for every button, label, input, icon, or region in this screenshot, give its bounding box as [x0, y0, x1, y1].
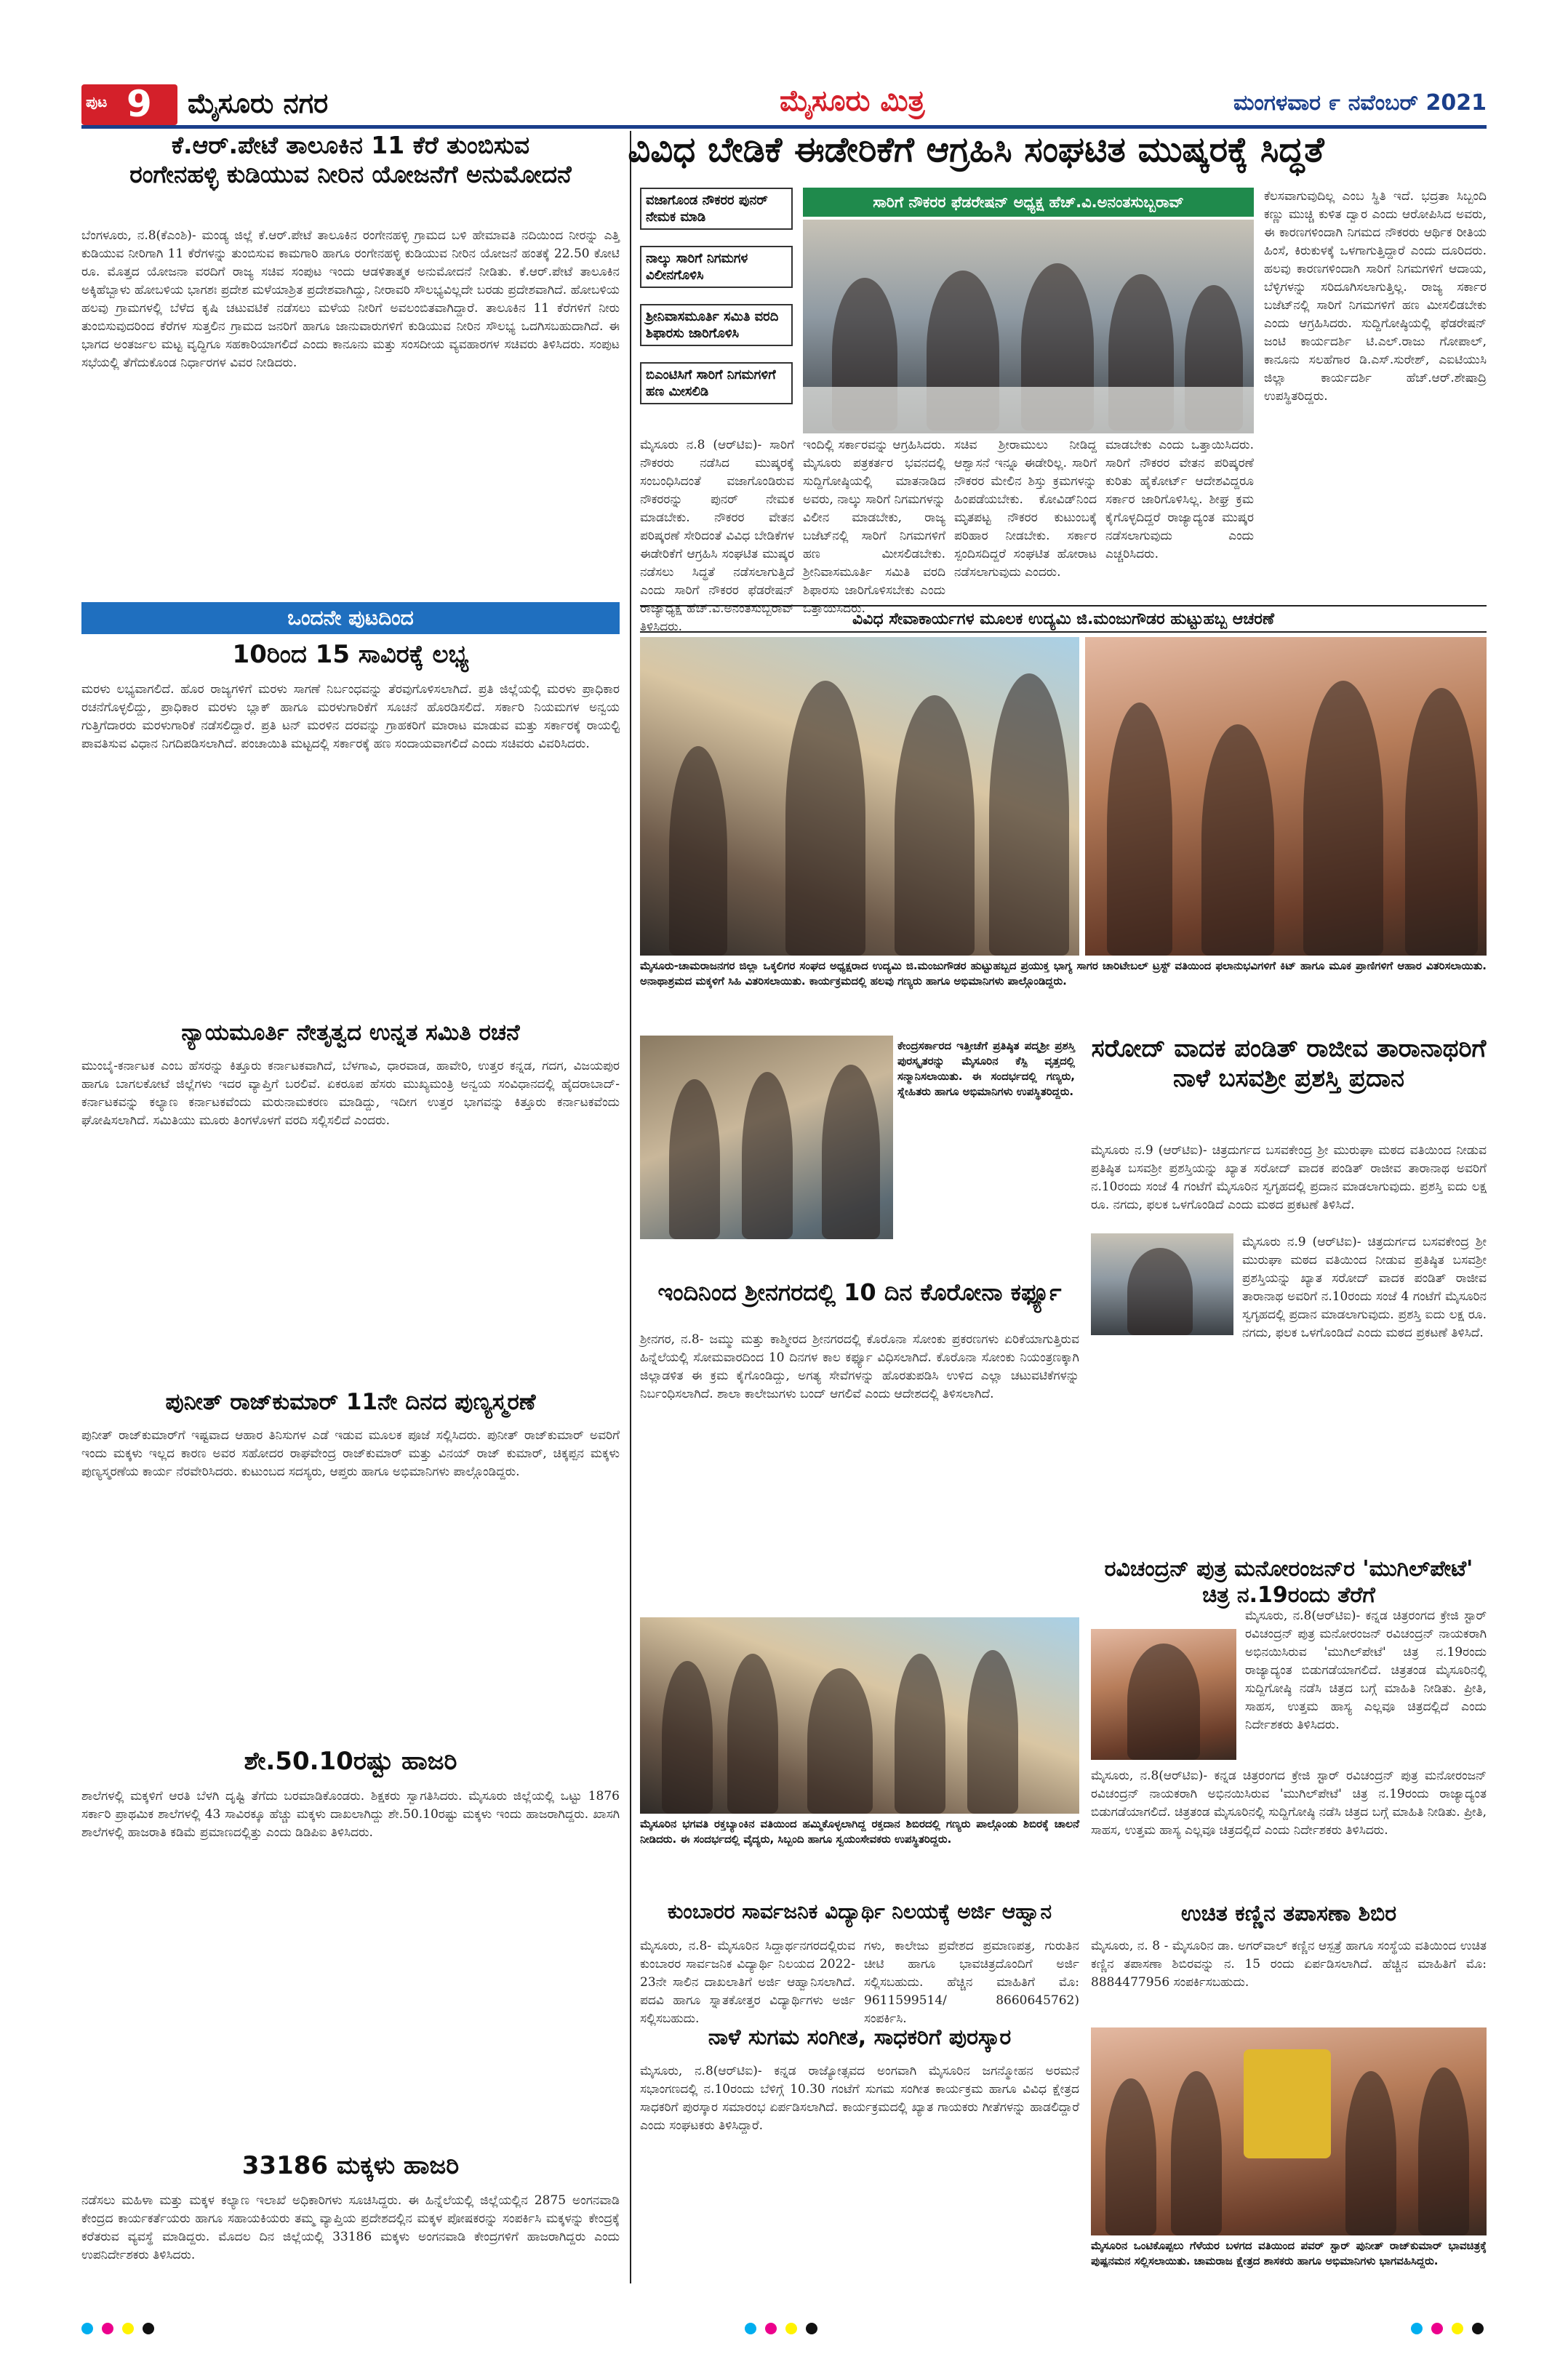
birthday-photo-right [1085, 637, 1487, 956]
music-headline: ನಾಳೆ ಸುಗಮ ಸಂಗೀತ, ಸಾಧಕರಿಗೆ ಪುರಸ್ಕಾರ [708, 2025, 1012, 2050]
hostel-body-b: ಗಳು, ಕಾಲೇಜು ಪ್ರವೇಶದ ಪ್ರಮಾಣಪತ್ರ, ಗುರುತಿನ ಚೀಟಿ ಹಾಗೂ ಭಾವಚಿತ್ರದೊಂದಿಗೆ ಅರ್ಜಿ ಸಲ್ಲಿಸಬಹುದು. ಹೆಚ್ಚಿನ ಮಾಹಿತಿಗೆ ಮೊ: 9611599514/ 8660645762) ಸಂಪರ್ಕಿಸಿ. [864, 1939, 1079, 2026]
birthday-caption: ಮೈಸೂರು-ಚಾಮರಾಜನಗರ ಜಿಲ್ಲಾ ಒಕ್ಕಲಿಗರ ಸಂಘದ ಅಧ್ಯಕ್ಷರಾದ ಉದ್ಯಮಿ ಜಿ.ಮಂಜುಗೌಡರ ಹುಟ್ಟುಹಬ್ಬದ ಪ್ರಯುಕ್ತ ಭಾಗ್ಯ ಸಾಗರ ಚಾರಿಟೇಬಲ್ ಟ್ರಸ್ಟ್ ವತಿಯಿಂದ ಫಲಾನುಭವಿಗಳಿಗೆ ಕಿಟ್ ಹಾಗೂ ಮೂಕ ಪ್ರಾಣಿಗಳಿಗೆ ಆಹಾರ ವಿತರಿಸಲಾಯಿತು. ಅನಾಥಾಶ್ರಮದ ಮಕ್ಕಳಿಗೆ ಸಿಹಿ ವಿತರಿಸಲಾಯಿತು. ಕಾರ್ಯಕ್ರಮದಲ್ಲಿ ಹಲವು ಗಣ್ಯರು ಹಾಗೂ ಅಭಿಮಾನಿಗಳು ಪಾಲ್ಗೊಂಡಿದ್ದರು. [640, 959, 1487, 988]
blood-camp-caption: ಮೈಸೂರಿನ ಭಗವತಿ ರಕ್ತಬ್ಯಾಂಕಿನ ವತಿಯಿಂದ ಹಮ್ಮಿಕೊಳ್ಳಲಾಗಿದ್ದ ರಕ್ತದಾನ ಶಿಬಿರದಲ್ಲಿ ಗಣ್ಯರು ಪಾಲ್ಗೊಂಡು ಶಿಬಿರಕ್ಕೆ ಚಾಲನೆ ನೀಡಿದರು. ಈ ಸಂದರ್ಭದಲ್ಲಿ ವೈದ್ಯರು, ಸಿಬ್ಬಂದಿ ಹಾಗೂ ಸ್ವಯಂಸೇವಕರು ಉಪಸ್ಥಿತರಿದ್ದರು. [640, 1817, 1079, 1846]
top-body-c: ಸಚಿವ ಶ್ರೀರಾಮುಲು ನೀಡಿದ್ದ ಆಶ್ವಾಸನೆ ಇನ್ನೂ ಈಡೇರಿಲ್ಲ. ಸಾರಿಗೆ ನೌಕರರ ಮೇಲಿನ ಶಿಸ್ತು ಕ್ರಮಗಳನ್ನು ಹಿಂಪಡೆಯಬೇಕು. ಕೋವಿಡ್‌ನಿಂದ ಮೃತಪಟ್ಟ ನೌಕರರ ಕುಟುಂಬಕ್ಕೆ ಪರಿಹಾರ ನೀಡಬೇಕು. ಸರ್ಕಾರ ಸ್ಪಂದಿಸದಿದ್ದರೆ ಸಂಘಟಿತ ಹೋರಾಟ ನಡೆಸಲಾಗುವುದು ಎಂದರು. [954, 438, 1097, 580]
film-actor-photo [1091, 1629, 1236, 1760]
story3-headline: ನ್ಯಾಯಮೂರ್ತಿ ನೇತೃತ್ವದ ಉನ್ನತ ಸಮಿತಿ ರಚನೆ [181, 1020, 520, 1046]
story6-headline: 33186 ಮಕ್ಕಳು ಹಾಜರಿ [241, 2151, 460, 2180]
top-body-right: ಕೆಲಸವಾಗುವುದಿಲ್ಲ ಎಂಬ ಸ್ಥಿತಿ ಇದೆ. ಭದ್ರತಾ ಸಿಬ್ಬಂದಿ ಕಣ್ಣು ಮುಚ್ಚಿ ಕುಳಿತ ದ್ವಾರ ಎಂದು ಆರೋಪಿಸಿದ ಅವರು, ಈ ಕಾರಣಗಳಿಂದಾಗಿ ನಿಗಮದ ನೌಕರರು ಆರ್ಥಿಕ ರೀತಿಯ ಹಿಂಸೆ, ಕಿರುಕುಳಕ್ಕೆ ಒಳಗಾಗುತ್ತಿದ್ದಾರೆ ಎಂದು ದೂರಿದರು. ಹಲವು ಕಾರಣಗಳಿಂದಾಗಿ ಸಾರಿಗೆ ನಿಗಮಗಳಿಗೆ ಆದಾಯ, ಬೆಳ್ಳಿಗಳನ್ನು ಸರಿದೂಗಿಸಲಾಗುತ್ತಿಲ್ಲ. ರಾಜ್ಯ ಸರ್ಕಾರ ಬಜೆಟ್‌ನಲ್ಲಿ ಸಾರಿಗೆ ನಿಗಮಗಳಿಗೆ ಹಣ ಮೀಸಲಿಡಬೇಕು ಎಂದು ಆಗ್ರಹಿಸಿದರು. ಸುದ್ದಿಗೋಷ್ಠಿಯಲ್ಲಿ ಫೆಡರೇಷನ್ ಜಂಟಿ ಕಾರ್ಯದರ್ಶಿ ಟಿ.ಎಲ್.ರಾಜು ಗೋಪಾಲ್, ಕಾನೂನು ಸಲಹೆಗಾರ ಡಿ.ಎಸ್.ಸುರೇಶ್, ಎಐಟಿಯುಸಿ ಜಿಲ್ಲಾ ಕಾರ್ಯದರ್ಶಿ ಹೆಚ್.ಆರ್.ಶೇಷಾದ್ರಿ ಉಪಸ್ಥಿತರಿದ್ದರು. [1264, 189, 1487, 404]
sarod-artist-photo [1091, 1233, 1233, 1335]
bullet-item: ನಾಲ್ಕು ಸಾರಿಗೆ ನಿಗಮಗಳ ವಿಲೀನಗೊಳಿಸಿ [640, 246, 793, 288]
sarod-body: ಮೈಸೂರು ನ.9 (ಆರ್‌ಟಿಐ)- ಚಿತ್ರದುರ್ಗದ ಬಸವಕೇಂದ್ರ ಶ್ರೀ ಮುರುಘಾ ಮಠದ ವತಿಯಿಂದ ನೀಡುವ ಪ್ರತಿಷ್ಠಿತ ಬಸವಶ್ರೀ ಪ್ರಶಸ್ತಿಯನ್ನು ಖ್ಯಾತ ಸರೋದ್ ವಾದಕ ಪಂಡಿತ್ ರಾಜೀವ ತಾರಾನಾಥ ಅವರಿಗೆ ನ.10ರಂದು ಸಂಜೆ 4 ಗಂಟೆಗೆ ಮೈಸೂರಿನ ಸ್ವಗೃಹದಲ್ಲಿ ಪ್ರದಾನ ಮಾಡಲಾಗುವುದು. ಪ್ರಶಸ್ತಿ ಐದು ಲಕ್ಷ ರೂ. ನಗದು, ಫಲಕ ಒಳಗೊಂಡಿದೆ ಎಂದು ಮಠದ ಪ್ರಕಟಣೆ ತಿಳಿಸಿದೆ. [1091, 1143, 1487, 1212]
story1-body: ಬೆಂಗಳೂರು, ನ.8(ಕೆಎಂಶಿ)- ಮಂಡ್ಯ ಜಿಲ್ಲೆ ಕೆ.ಆರ್.ಪೇಟೆ ತಾಲೂಕಿನ ರಂಗೇನಹಳ್ಳಿ ಗ್ರಾಮದ ಬಳಿ ಹೇಮಾವತಿ ನದಿಯಿಂದ ನೀರನ್ನು ಎತ್ತಿ ಕುಡಿಯುವ ನೀರಿಗಾಗಿ 11 ಕೆರೆಗಳನ್ನು ತುಂಬಿಸುವ ಕಾಮಗಾರಿ ಹಾಗೂ ರಂಗೇನಹಳ್ಳಿ ಕುಡಿಯುವ ನೀರಿನ ಯೋಜನೆ ಹಂತಕ್ಕೆ 22.50 ಕೋಟಿ ರೂ. ಮೊತ್ತದ ಯೋಜನಾ ವರದಿಗೆ ರಾಜ್ಯ ಸಚಿವ ಸಂಪುಟ ಇಂದು ಆಡಳಿತಾತ್ಮಕ ಅನುಮೋದನೆ ನೀಡಿತು. ಕೆ.ಆರ್.ಪೇಟೆ ತಾಲೂಕಿನ ಅಕ್ಕಿಹೆಬ್ಬಾಳು ಹೋಬಳಿಯ ಭಾಗಶಃ ಪ್ರದೇಶ ಮಳೆಯಾಶ್ರಿತ ಪ್ರದೇಶವಾಗಿದ್ದು, ನೀರಾವರಿ ಸೌಲಭ್ಯವಿಲ್ಲದೇ ಬರಡು ಪ್ರದೇಶವಾಗಿದೆ. ಹೋಬಳಿಯ ಹಲವು ಗ್ರಾಮಗಳಲ್ಲಿ ಬೆಳೆದ ಕೃಷಿ ಚಟುವಟಿಕೆ ನಡೆಸಲು ಮಳೆಯ ನೀರಿಗೆ ಅವಲಂಬಿತವಾಗಿದ್ದಾರೆ. ತಾಲೂಕಿನ 11 ಕೆರೆಗಳಿಗೆ ನೀರು ತುಂಬಿಸುವುದರಿಂದ ಕೆರೆಗಳ ಸುತ್ತಲಿನ ಗ್ರಾಮದ ಜನರಿಗೆ ಹಾಗೂ ಜಾನುವಾರುಗಳಿಗೆ ಕುಡಿಯುವ ನೀರಿನ ಸೌಲಭ್ಯ ಒದಗಿಸಬಹುದಾಗಿದೆ. ಈ ಭಾಗದ ಅಂತರ್ಜಲ ಮಟ್ಟ ವೃದ್ಧಿಗೂ ಸಹಕಾರಿಯಾಗಲಿದೆ ಎಂದು ಕಾನೂನು ಮತ್ತು ಸಂಸದೀಯ ವ್ಯವಹಾರಗಳ ಸಚಿವರು ತಿಳಿಸಿದರು. ಸಂಪುಟ ಸಭೆಯಲ್ಲಿ ತೆಗೆದುಕೊಂಡ ನಿರ್ಧಾರಗಳ ವಿವರ ನೀಡಿದರು. [81, 228, 620, 370]
tribute-photo [1091, 2027, 1487, 2235]
story5-headline: ಶೇ.50.10ರಷ್ಟು ಹಾಜರಿ [244, 1747, 457, 1776]
top-headline: ವಿವಿಧ ಬೇಡಿಕೆ ಈಡೇರಿಕೆಗೆ ಆಗ್ರಹಿಸಿ ಸಂಘಟಿತ ಮುಷ್ಕರಕ್ಕೆ ಸಿದ್ಧತೆ [628, 129, 1324, 170]
press-meet-photo [803, 220, 1254, 433]
left-column [81, 131, 620, 2289]
column-divider [630, 131, 631, 2283]
story4-body: ಪುನೀತ್ ರಾಜ್‌ಕುಮಾರ್‌ಗೆ ಇಷ್ಟವಾದ ಆಹಾರ ತಿನಿಸುಗಳ ಎಡೆ ಇಡುವ ಮೂಲಕ ಪೂಜೆ ಸಲ್ಲಿಸಿದರು. ಪುನೀತ್ ರಾಜ್‌ಕುಮಾರ್ ಅವರಿಗೆ ಇಂದು ಮಕ್ಕಳು ಇಲ್ಲದ ಕಾರಣ ಅವರ ಸಹೋದರ ರಾಘವೇಂದ್ರ ರಾಜ್‌ಕುಮಾರ್ ಮತ್ತು ವಿನಯ್ ರಾಜ್ ಕುಮಾರ್, ಚಿಕ್ಕಪ್ಪನ ಮಕ್ಕಳು ಪುಣ್ಯಸ್ಮರಣೆಯ ಕಾರ್ಯ ನೆರವೇರಿಸಿದರು. ಕುಟುಂಬದ ಸದಸ್ಯರು, ಆಪ್ತರು ಹಾಗೂ ಅಭಿಮಾನಿಗಳು ಪಾಲ್ಗೊಂಡಿದ್ದರು. [81, 1428, 620, 1479]
film-body: ಮೈಸೂರು, ನ.8(ಆರ್‌ಟಿಐ)- ಕನ್ನಡ ಚಿತ್ರರಂಗದ ಕ್ರೇಜಿ ಸ್ಟಾರ್ ರವಿಚಂದ್ರನ್ ಪುತ್ರ ಮನೋರಂಜನ್ ರವಿಚಂದ್ರನ್ ನಾಯಕರಾಗಿ ಅಭಿನಯಿಸಿರುವ 'ಮುಗಿಲ್‌ಪೇಟೆ' ಚಿತ್ರ ನ.19ರಂದು ರಾಜ್ಯಾದ್ಯಂತ ಬಿಡುಗಡೆಯಾಗಲಿದೆ. ಚಿತ್ರತಂಡ ಮೈಸೂರಿನಲ್ಲಿ ಸುದ್ದಿಗೋಷ್ಠಿ ನಡೆಸಿ ಚಿತ್ರದ ಬಗ್ಗೆ ಮಾಹಿತಿ ನೀಡಿತು. ಪ್ರೀತಿ, ಸಾಹಸ, ಉತ್ತಮ ಹಾಸ್ಯ ಎಲ್ಲವೂ ಚಿತ್ರದಲ್ಲಿದೆ ಎಂದು ನಿರ್ದೇಶಕರು ತಿಳಿಸಿದರು. [1245, 1609, 1487, 1732]
eye-camp-body: ಮೈಸೂರು, ನ. 8 - ಮೈಸೂರಿನ ಡಾ. ಅಗರ್‌ವಾಲ್ ಕಣ್ಣಿನ ಆಸ್ಪತ್ರೆ ಹಾಗೂ ಸಂಸ್ಥೆಯ ವತಿಯಿಂದ ಉಚಿತ ಕಣ್ಣಿನ ತಪಾಸಣಾ ಶಿಬಿರವನ್ನು ನ. 15 ರಂದು ಏರ್ಪಡಿಸಲಾಗಿದೆ. ಹೆಚ್ಚಿನ ಮಾಹಿತಿಗೆ ಮೊ: 8884477956 ಸಂಪರ್ಕಿಸಬಹುದು. [1091, 1939, 1487, 1990]
masthead-logo: ಮೈಸೂರು ಮಿತ್ರ [780, 84, 925, 118]
bullet-item: ಬಿಎಂಟಿಸಿಗೆ ಸಾರಿಗೆ ನಿಗಮಗಳಿಗೆ ಹಣ ಮೀಸಲಿಡಿ [640, 362, 793, 404]
tribute-caption: ಮೈಸೂರಿನ ಒಂಟಿಕೊಪ್ಪಲು ಗೆಳೆಯರ ಬಳಗದ ವತಿಯಿಂದ ಪವರ್ ಸ್ಟಾರ್ ಪುನೀತ್ ರಾಜ್‌ಕುಮಾರ್ ಭಾವಚಿತ್ರಕ್ಕೆ ಪುಷ್ಪನಮನ ಸಲ್ಲಿಸಲಾಯಿತು. ಚಾಮರಾಜ ಕ್ಷೇತ್ರದ ಶಾಸಕರು ಹಾಗೂ ಅಭಿಮಾನಿಗಳು ಭಾಗವಹಿಸಿದ್ದರು. [1091, 2239, 1487, 2267]
music-body: ಮೈಸೂರು, ನ.8(ಆರ್‌ಟಿಐ)- ಕನ್ನಡ ರಾಜ್ಯೋತ್ಸವದ ಅಂಗವಾಗಿ ಮೈಸೂರಿನ ಜಗನ್ಮೋಹನ ಅರಮನೆ ಸಭಾಂಗಣದಲ್ಲಿ ನ.10ರಂದು ಬೆಳಿಗ್ಗೆ 10.30 ಗಂಟೆಗೆ ಸುಗಮ ಸಂಗೀತ ಕಾರ್ಯಕ್ರಮ ಹಾಗೂ ವಿವಿಧ ಕ್ಷೇತ್ರದ ಸಾಧಕರಿಗೆ ಪುರಸ್ಕಾರ ಸಮಾರಂಭ ಏರ್ಪಡಿಸಲಾಗಿದೆ. ಕಾರ್ಯಕ್ರಮದಲ್ಲಿ ಖ್ಯಾತ ಗಾಯಕರು ಗೀತೆಗಳನ್ನು ಹಾಡಲಿದ್ದಾರೆ ಎಂದು ಸಂಘಟಕರು ತಿಳಿಸಿದ್ದಾರೆ. [640, 2064, 1079, 2133]
bullet-item: ಶ್ರೀನಿವಾಸಮೂರ್ತಿ ಸಮಿತಿ ವರದಿ ಶಿಫಾರಸು ಜಾರಿಗೊಳಿಸಿ [640, 304, 793, 346]
section-title: ಮೈಸೂರು ನಗರ [188, 87, 329, 119]
story1-headline: ಕೆ.ಆರ್.ಪೇಟೆ ತಾಲೂಕಿನ 11 ಕೆರೆ ತುಂಬಿಸುವ ರಂಗೇನಹಳ್ಳಿ ಕುಡಿಯುವ ನೀರಿನ ಯೋಜನೆಗೆ ಅನುಮೋದನೆ [129, 131, 572, 188]
curfew-body: ಶ್ರೀನಗರ, ನ.8- ಜಮ್ಮು ಮತ್ತು ಕಾಶ್ಮೀರದ ಶ್ರೀನಗರದಲ್ಲಿ ಕೊರೊನಾ ಸೋಂಕು ಪ್ರಕರಣಗಳು ಏರಿಕೆಯಾಗುತ್ತಿರುವ ಹಿನ್ನೆಲೆಯಲ್ಲಿ ಸೋಮವಾರದಿಂದ 10 ದಿನಗಳ ಕಾಲ ಕರ್ಫ್ಯೂ ವಿಧಿಸಲಾಗಿದೆ. ಕೊರೊನಾ ಸೋಂಕು ನಿಯಂತ್ರಣಕ್ಕಾಗಿ ಜಿಲ್ಲಾಡಳಿತ ಈ ಕ್ರಮ ಕೈಗೊಂಡಿದ್ದು, ಅಗತ್ಯ ಸೇವೆಗಳನ್ನು ಹೊರತುಪಡಿಸಿ ಉಳಿದ ಎಲ್ಲಾ ಚಟುವಟಿಕೆಗಳನ್ನು ನಿರ್ಬಂಧಿಸಲಾಗಿದೆ. ಶಾಲಾ ಕಾಲೇಜುಗಳು ಬಂದ್ ಆಗಲಿವೆ ಎಂದು ಆದೇಶದಲ್ಲಿ ತಿಳಿಸಲಾಗಿದೆ. [640, 1332, 1079, 1401]
top-subhead-bar [803, 188, 1254, 217]
page-header [81, 84, 1487, 125]
story5-body: ಶಾಲೆಗಳಲ್ಲಿ ಮಕ್ಕಳಿಗೆ ಆರತಿ ಬೆಳಗಿ ದೃಷ್ಟಿ ತೆಗೆದು ಬರಮಾಡಿಕೊಂಡರು. ಶಿಕ್ಷಕರು ಸ್ವಾಗತಿಸಿದರು. ಮೈಸೂರು ಜಿಲ್ಲೆಯಲ್ಲಿ ಒಟ್ಟು 1876 ಸರ್ಕಾರಿ ಪ್ರಾಥಮಿಕ ಶಾಲೆಗಳಲ್ಲಿ 43 ಸಾವಿರಕ್ಕೂ ಹೆಚ್ಚು ಮಕ್ಕಳು ದಾಖಲಾಗಿದ್ದು ಶೇ.50.10ರಷ್ಟು ಮಕ್ಕಳು ಇಂದು ಹಾಜರಾಗಿದ್ದರು. ಖಾಸಗಿ ಶಾಲೆಗಳಲ್ಲಿ ಹಾಜರಾತಿ ಕಡಿಮೆ ಪ್ರಮಾಣದಲ್ಲಿತ್ತು ಎಂದು ಡಿಡಿಪಿಐ ತಿಳಿಸಿದರು. [81, 1789, 620, 1840]
sarod-body-continued: ಮೈಸೂರು ನ.9 (ಆರ್‌ಟಿಐ)- ಚಿತ್ರದುರ್ಗದ ಬಸವಕೇಂದ್ರ ಶ್ರೀ ಮುರುಘಾ ಮಠದ ವತಿಯಿಂದ ನೀಡುವ ಪ್ರತಿಷ್ಠಿತ ಬಸವಶ್ರೀ ಪ್ರಶಸ್ತಿಯನ್ನು ಖ್ಯಾತ ಸರೋದ್ ವಾದಕ ಪಂಡಿತ್ ರಾಜೀವ ತಾರಾನಾಥ ಅವರಿಗೆ ನ.10ರಂದು ಸಂಜೆ 4 ಗಂಟೆಗೆ ಮೈಸೂರಿನ ಸ್ವಗೃಹದಲ್ಲಿ ಪ್ರದಾನ ಮಾಡಲಾಗುವುದು. ಪ್ರಶಸ್ತಿ ಐದು ಲಕ್ಷ ರೂ. ನಗದು, ಫಲಕ ಒಳಗೊಂಡಿದೆ ಎಂದು ಮಠದ ಪ್ರಕಟಣೆ ತಿಳಿಸಿದೆ. [1242, 1235, 1487, 1340]
curfew-headline: ಇಂದಿನಿಂದ ಶ್ರೀನಗರದಲ್ಲಿ 10 ದಿನ ಕೊರೋನಾ ಕರ್ಫ್ಯೂ [657, 1278, 1062, 1306]
story2-body: ಮರಳು ಲಭ್ಯವಾಗಲಿದೆ. ಹೊರ ರಾಜ್ಯಗಳಿಗೆ ಮರಳು ಸಾಗಣೆ ನಿರ್ಬಂಧವನ್ನು ತೆರವುಗೊಳಿಸಲಾಗಿದೆ. ಪ್ರತಿ ಜಿಲ್ಲೆಯಲ್ಲಿ ಮರಳು ಪ್ರಾಧಿಕಾರ ರಚನೆಗೊಳ್ಳಲಿದ್ದು, ಪ್ರಾಧಿಕಾರ ಮರಳು ಬ್ಲಾಕ್ ಹಾಗೂ ಮರಳುಗಾರಿಕೆಗೆ ಸೂಚನೆ ಹೊರಡಿಸಲಿದೆ. ಸರ್ಕಾರಿ ನಿಯಮಗಳ ಅನ್ವಯ ಗುತ್ತಿಗೆದಾರರು ಮರಳುಗಾರಿಕೆ ನಡೆಸಲಿದ್ದಾರೆ. ಪ್ರತಿ ಟನ್ ಮರಳಿನ ದರವನ್ನು ಗ್ರಾಹಕರಿಗೆ ಮಾರಾಟ ಮಾಡುವ ಮತ್ತು ಸರ್ಕಾರಕ್ಕೆ ರಾಯಲ್ಟಿ ಪಾವತಿಸುವ ವಿಧಾನ ನಿಗದಿಪಡಿಸಲಾಗಿದೆ. ಪಂಚಾಯಿತಿ ಮಟ್ಟದಲ್ಲಿ ಸರ್ಕಾರಕ್ಕೆ ಹಣ ಸಂದಾಯವಾಗಲಿದೆ ಎಂದು ಸಚಿವರು ವಿವರಿಸಿದರು. [81, 682, 620, 751]
sarod-headline: ಸರೋದ್ ವಾದಕ ಪಂಡಿತ್ ರಾಜೀವ ತಾರಾನಾಥರಿಗೆ ನಾಳೆ ಬಸವಶ್ರೀ ಪ್ರಶಸ್ತಿ ಪ್ರದಾನ [1091, 1034, 1487, 1093]
bullet-item: ವಜಾಗೊಂಡ ನೌಕರರ ಪುನರ್ ನೇಮಕ ಮಾಡಿ [640, 188, 793, 230]
birthday-story-headline: ವಿವಿಧ ಸೇವಾಕಾರ್ಯಗಳ ಮೂಲಕ ಉದ್ಯಮಿ ಜಿ.ಮಂಜುಗೌಡರ ಹುಟ್ಟುಹಬ್ಬ ಆಚರಣೆ [852, 610, 1274, 628]
award-caption: ಕೇಂದ್ರಸರ್ಕಾರದ ಇತ್ತೀಚೆಗೆ ಪ್ರತಿಷ್ಠಿತ ಪದ್ಮಶ್ರೀ ಪ್ರಶಸ್ತಿ ಪುರಸ್ಕೃತರನ್ನು ಮೈಸೂರಿನ ಕೆಸ್ಪಿ ವೃತ್ತದಲ್ಲಿ ಸನ್ಮಾನಿಸಲಾಯಿತು. ಈ ಸಂದರ್ಭದಲ್ಲಿ ಗಣ್ಯರು, ಸ್ನೇಹಿತರು ಹಾಗೂ ಅಭಿಮಾನಿಗಳು ಉಪಸ್ಥಿತರಿದ್ದರು. [893, 1036, 1079, 1239]
hostel-headline: ಕುಂಬಾರರ ಸಾರ್ವಜನಿಕ ವಿದ್ಯಾರ್ಥಿ ನಿಲಯಕ್ಕೆ ಅರ್ಜಿ ಆಹ್ವಾನ [667, 1899, 1052, 1923]
story4-headline: ಪುನೀತ್ ರಾಜ್‌ಕುಮಾರ್ 11ನೇ ದಿನದ ಪುಣ್ಯಸ್ಮರಣೆ [165, 1389, 536, 1415]
birthday-photo-left [640, 637, 1079, 956]
birthday-story-headline-bar [640, 605, 1487, 633]
story6-body: ನಡೆಸಲು ಮಹಿಳಾ ಮತ್ತು ಮಕ್ಕಳ ಕಲ್ಯಾಣ ಇಲಾಖೆ ಅಧಿಕಾರಿಗಳು ಸೂಚಿಸಿದ್ದರು. ಈ ಹಿನ್ನೆಲೆಯಲ್ಲಿ ಜಿಲ್ಲೆಯಲ್ಲಿನ 2875 ಅಂಗನವಾಡಿ ಕೇಂದ್ರದ ಕಾರ್ಯಕರ್ತೆಯರು ಹಾಗೂ ಸಹಾಯಕಿಯರು ತಮ್ಮ ವ್ಯಾಪ್ತಿಯ ಪ್ರದೇಶದಲ್ಲಿನ ಮಕ್ಕಳ ಪೋಷಕರನ್ನು ಸಂಪರ್ಕಿಸಿ ಮಕ್ಕಳನ್ನು ಕೇಂದ್ರಕ್ಕೆ ಕರೆತರುವ ವ್ಯವಸ್ಥೆ ಮಾಡಿದ್ದರು. ಮೊದಲ ದಿನ ಜಿಲ್ಲೆಯಲ್ಲಿ 33186 ಮಕ್ಕಳು ಅಂಗನವಾಡಿ ಕೇಂದ್ರಗಳಿಗೆ ಹಾಜರಾಗಿದ್ದರು ಎಂದು ಉಪನಿರ್ದೇಶಕರು ತಿಳಿಸಿದರು. [81, 2193, 620, 2262]
hostel-body-a: ಮೈಸೂರು, ನ.8- ಮೈಸೂರಿನ ಸಿದ್ದಾರ್ಥನಗರದಲ್ಲಿರುವ ಕುಂಬಾರರ ಸಾರ್ವಜನಿಕ ವಿದ್ಯಾರ್ಥಿ ನಿಲಯದ 2022-23ನೇ ಸಾಲಿನ ದಾಖಲಾತಿಗೆ ಅರ್ಜಿ ಆಹ್ವಾನಿಸಲಾಗಿದೆ. ಪದವಿ ಹಾಗೂ ಸ್ನಾತಕೋತ್ತರ ವಿದ್ಯಾರ್ಥಿಗಳು ಅರ್ಜಿ ಸಲ್ಲಿಸಬಹುದು. [640, 1939, 855, 2026]
film-headline: ರವಿಚಂದ್ರನ್ ಪುತ್ರ ಮನೋರಂಜನ್‌ರ 'ಮುಗಿಲ್‌ಪೇಟೆ' ಚಿತ್ರ ನ.19ರಂದು ತೆರೆಗೆ [1104, 1556, 1473, 1608]
continued-banner [81, 602, 620, 634]
film-body-continued: ಮೈಸೂರು, ನ.8(ಆರ್‌ಟಿಐ)- ಕನ್ನಡ ಚಿತ್ರರಂಗದ ಕ್ರೇಜಿ ಸ್ಟಾರ್ ರವಿಚಂದ್ರನ್ ಪುತ್ರ ಮನೋರಂಜನ್ ರವಿಚಂದ್ರನ್ ನಾಯಕರಾಗಿ ಅಭಿನಯಿಸಿರುವ 'ಮುಗಿಲ್‌ಪೇಟೆ' ಚಿತ್ರ ನ.19ರಂದು ರಾಜ್ಯಾದ್ಯಂತ ಬಿಡುಗಡೆಯಾಗಲಿದೆ. ಚಿತ್ರತಂಡ ಮೈಸೂರಿನಲ್ಲಿ ಸುದ್ದಿಗೋಷ್ಠಿ ನಡೆಸಿ ಚಿತ್ರದ ಬಗ್ಗೆ ಮಾಹಿತಿ ನೀಡಿತು. ಪ್ರೀತಿ, ಸಾಹಸ, ಉತ್ತಮ ಹಾಸ್ಯ ಎಲ್ಲವೂ ಚಿತ್ರದಲ್ಲಿದೆ ಎಂದು ನಿರ್ದೇಶಕರು ತಿಳಿಸಿದರು. [1091, 1769, 1487, 1838]
page-number: 9 [127, 83, 152, 125]
story2-headline: 10ರಿಂದ 15 ಸಾವಿರಕ್ಕೆ ಲಭ್ಯ [232, 640, 469, 669]
page-label: ಪುಟ [86, 93, 108, 111]
blood-camp-photo [640, 1617, 1079, 1814]
issue-date: ಮಂಗಳವಾರ ೯ ನವೆಂಬರ್ 2021 [1233, 90, 1487, 116]
top-body-d: ಮಾಡಬೇಕು ಎಂದು ಒತ್ತಾಯಿಸಿದರು. ಸಾರಿಗೆ ನೌಕರರ ವೇತನ ಪರಿಷ್ಕರಣೆ ಕುರಿತು ಹೈಕೋರ್ಟ್ ಆದೇಶವಿದ್ದರೂ ಸರ್ಕಾರ ಜಾರಿಗೊಳಿಸಿಲ್ಲ. ಶೀಘ್ರ ಕ್ರಮ ಕೈಗೊಳ್ಳದಿದ್ದರೆ ರಾಜ್ಯಾದ್ಯಂತ ಮುಷ್ಕರ ನಡೆಸಲಾಗುವುದು ಎಂದು ಎಚ್ಚರಿಸಿದರು. [1105, 438, 1254, 561]
top-bullets [640, 188, 793, 428]
top-body-a: ಮೈಸೂರು ನ.8 (ಆರ್‌ಟಿಐ)- ಸಾರಿಗೆ ನೌಕರರು ನಡೆಸಿದ ಮುಷ್ಕರಕ್ಕೆ ಸಂಬಂಧಿಸಿದಂತೆ ವಜಾಗೊಂಡಿರುವ ನೌಕರರನ್ನು ಪುನರ್ ನೇಮಕ ಮಾಡಬೇಕು. ನೌಕರರ ವೇತನ ಪರಿಷ್ಕರಣೆ ಸೇರಿದಂತೆ ವಿವಿಧ ಬೇಡಿಕೆಗಳ ಈಡೇರಿಕೆಗೆ ಆಗ್ರಹಿಸಿ ಸಂಘಟಿತ ಮುಷ್ಕರ ನಡೆಸಲು ಸಿದ್ಧತೆ ನಡೆಸಲಾಗುತ್ತಿದೆ ಎಂದು ಸಾರಿಗೆ ನೌಕರರ ಫೆಡರೇಷನ್ ರಾಜ್ಯಾಧ್ಯಕ್ಷ ಹೆಚ್.ವಿ.ಅನಂತಸುಬ್ಬರಾವ್ ತಿಳಿಸಿದರು. [640, 438, 794, 634]
print-registration-marks [0, 2318, 1568, 2340]
top-subhead: ಸಾರಿಗೆ ನೌಕರರ ಫೆಡರೇಷನ್ ಅಧ್ಯಕ್ಷ ಹೆಚ್.ವಿ.ಅನಂತಸುಬ್ಬರಾವ್ [873, 193, 1184, 211]
header-rule [81, 125, 1487, 129]
page-number-box [81, 84, 177, 125]
continued-label: ಒಂದನೇ ಪುಟದಿಂದ [287, 606, 414, 630]
eye-camp-headline: ಉಚಿತ ಕಣ್ಣಿನ ತಪಾಸಣಾ ಶಿಬಿರ [1180, 1901, 1397, 1926]
story3-body: ಮುಂಬೈ-ಕರ್ನಾಟಕ ಎಂಬ ಹೆಸರನ್ನು ಕಿತ್ತೂರು ಕರ್ನಾಟಕವಾಗಿದೆ, ಬೆಳಗಾವಿ, ಧಾರವಾಡ, ಹಾವೇರಿ, ಉತ್ತರ ಕನ್ನಡ, ಗದಗ, ವಿಜಯಪುರ ಹಾಗೂ ಬಾಗಲಕೋಟೆ ಜಿಲ್ಲೆಗಳು ಇದರ ವ್ಯಾಪ್ತಿಗೆ ಬರಲಿವೆ. ಏಕರೂಪ ಹೆಸರು ಮುಖ್ಯಮಂತ್ರಿ ಅನ್ವಯ ಸಂವಿಧಾನದಲ್ಲಿ ಹೈದರಾಬಾದ್-ಕರ್ನಾಟಕವನ್ನು ಕಲ್ಯಾಣ ಕರ್ನಾಟಕವೆಂದು ಮರುನಾಮಕರಣ ಮಾಡಿದ್ದು, ಇದೀಗ ಉತ್ತರ ಭಾಗವನ್ನು ಕಿತ್ತೂರು ಕರ್ನಾಟಕವೆಂದು ಘೋಷಿಸಲಾಗಿದೆ. ಸಮಿತಿಯು ಮೂರು ತಿಂಗಳೊಳಗೆ ವರದಿ ಸಲ್ಲಿಸಲಿದೆ ಎಂದರು. [81, 1059, 620, 1128]
top-body-b: ಇಂದಿಲ್ಲಿ ಸರ್ಕಾರವನ್ನು ಆಗ್ರಹಿಸಿದರು. ಮೈಸೂರು ಪತ್ರಕರ್ತರ ಭವನದಲ್ಲಿ ಸುದ್ದಿಗೋಷ್ಠಿಯಲ್ಲಿ ಮಾತನಾಡಿದ ಅವರು, ನಾಲ್ಕು ಸಾರಿಗೆ ನಿಗಮಗಳನ್ನು ವಿಲೀನ ಮಾಡಬೇಕು, ರಾಜ್ಯ ಬಜೆಟ್‌ನಲ್ಲಿ ಸಾರಿಗೆ ನಿಗಮಗಳಿಗೆ ಹಣ ಮೀಸಲಿಡಬೇಕು. ಶ್ರೀನಿವಾಸಮೂರ್ತಿ ಸಮಿತಿ ವರದಿ ಶಿಫಾರಸು ಜಾರಿಗೊಳಿಸಬೇಕು ಎಂದು ಒತ್ತಾಯಿಸಿದರು. [803, 438, 945, 616]
